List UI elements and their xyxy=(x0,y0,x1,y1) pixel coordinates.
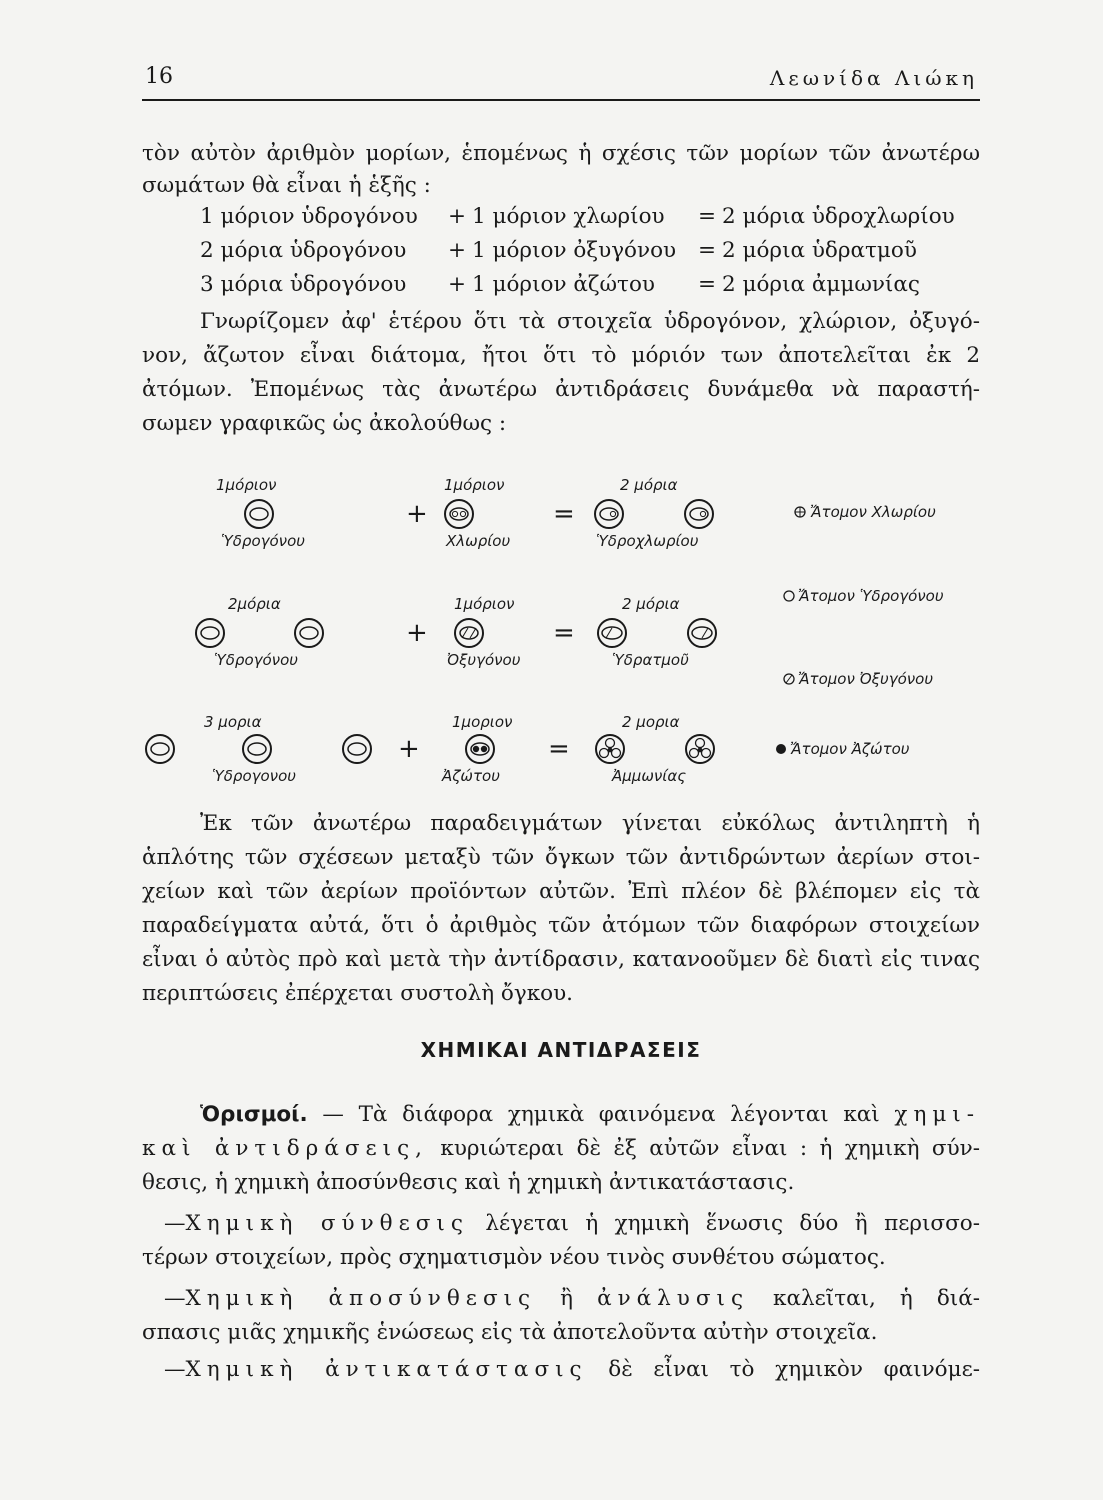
legend-chlorine: Ἄτομον Χλωρίου xyxy=(810,503,936,521)
row2-res-count: 2 μόρια xyxy=(622,595,680,613)
row3-res-name: Ἀμμωνίας xyxy=(612,767,687,785)
row3-h-name: Ὑδρογονου xyxy=(212,767,296,785)
book-page: 16 Λεωνίδα Λιώκη τὸν αὐτὸν ἀριθμὸν μορίων, ἑπομένως ἡ σχέσις τῶν μορίων τῶν ἀνωτέρω σωμάτων θὰ εἶναι ἡ ἑξῆς : 1 μόριον ὑδρογόνου + 1 μόριον χλωρίου = 2 μόρια ὑδροχλωρίου 2 μόρια ὑδρογόνου + 1 μόριον ὀξυγόνου = 2 μόρια ὑδρατμοῦ 3 μόρια ὑδρογόνου + 1 μόριον ἀζώτου = 2 μόρια ἀμμωνίας Γνωρίζομεν ἀφ' ἑτέρου ὅτι τὰ στοιχεῖα ὑδρογόνον, χλώριον, ὀξυγό- νον, ἄζωτον εἶναι διάτομα, ἤτοι ὅτι τὸ μόριόν των ἀποτελεῖται ἐκ 2 ἀτόμων. Ἐπομένως τὰς ἀνωτέρω ἀντιδράσεις δυνάμεθα νὰ παραστή- σωμεν γραφικῶς ὡς ἀκολούθως : 1μόριον Ὑδρογόνου + 1μόριον Χλωρίου = 2 μόρια Ὑδροχλωρίου Ἄτομον Χλωρίου 2μόρια Ὑδρογόνου + 1μόριον Ὀξυγόνου = 2 μόρια Ὑδρατμοῦ Ἄτομον Ὑδρογόνου Ἄτομον Ὀξυγόνου 3 μορια Ὑδρογονου + 1μοριον Ἀζώτου = 2 μορια Ἀμμωνίας Ἄτομον Ἀζώτου Ἐκ τῶν ἀνωτέρω παραδειγμάτων γίνεται εὐκόλως ἀντιληπτὴ ἡ ἁπλότης τῶν σχέσεων μεταξὺ τῶν ὄγκων τῶν ἀντιδρώντων ἀερίων στοι- χείων καὶ τῶν ἀερίων προϊόντων αὐτῶν. Ἐπὶ πλέον δὲ βλέπομεν εἰς τὰ παραδείγματα αὐτά, ὅτι ὁ ἀριθμὸς τῶν ἀτόμων τῶν διαφόρων στοιχείων εἶναι ὁ αὐτὸς πρὸ καὶ μετὰ τὴν ἀντίδρασιν, κατανοοῦμεν δὲ διατὶ εἰς τινας περιπτώσεις ἐπέρχεται συστολὴ ὄγκου. ΧΗΜΙΚΑΙ ΑΝΤΙΔΡΑΣΕΙΣ Ὁρισμοί. — Τὰ διάφορα χημικὰ φαινόμενα λέγονται καὶ χημι- καὶ ἀντιδράσεις, κυριώτεραι δὲ ἐξ αὐτῶν εἶναι : ἡ χημικὴ σύν- θεσις, ἡ χημικὴ ἀποσύνθεσις καὶ ἡ χημικὴ ἀντικατάστασις. —Χημικὴ σύνθεσις λέγεται ἡ χημικὴ ἕνωσις δύο ἢ περισσο- τέρων στοιχείων, πρὸς σχηματισμὸν νέου τινὸς συνθέτου σώματος. —Χημικὴ ἀποσύνθεσις ἢ ἀνάλυσις καλεῖται, ἡ διά- σπασις μιᾶς χημικῆς ἑνώσεως εἰς τὰ ἀποτελοῦντα αὐτὴν στοιχεῖα. —Χημικὴ ἀντικατάστασις δὲ εἶναι τὸ χημικὸν φαινόμε- xyxy=(0,0,1103,1500)
h2-molecule-icon xyxy=(295,619,323,647)
row3-plus: + xyxy=(398,734,420,764)
oxygen-atom-icon xyxy=(784,674,794,684)
h2-molecule-icon xyxy=(243,735,271,763)
row3-res-count: 2 μορια xyxy=(622,713,680,731)
hcl-molecule-icon xyxy=(685,500,713,528)
row3-equals: = xyxy=(548,734,570,764)
o2-molecule-icon xyxy=(455,619,483,647)
para2-line-1: Ἐκ τῶν ἀνωτέρω παραδειγμάτων γίνεται εὐκόλως ἀντιληπτὴ ἡ xyxy=(200,811,980,836)
para2-line-4: παραδείγματα αὐτά, ὅτι ὁ ἀριθμὸς τῶν ἀτόμων τῶν διαφόρων στοιχείων xyxy=(142,913,980,938)
row2-o-count: 1μόριον xyxy=(454,595,515,613)
section-title: ΧΗΜΙΚΑΙ ΑΝΤΙΔΡΑΣΕΙΣ xyxy=(420,1038,702,1062)
row3-n-name: Ἀζώτου xyxy=(442,767,500,785)
row2-plus: + xyxy=(406,618,428,648)
defs-line-1: Ὁρισμοί. — Τὰ διάφορα χημικὰ φαινόμενα λέγονται καὶ χημι- xyxy=(200,1102,980,1127)
para1-line-3: ἀτόμων. Ἐπομένως τὰς ἀνωτέρω ἀντιδράσεις δυνάμεθα νὰ παραστή- xyxy=(142,377,980,402)
h2-molecule-icon xyxy=(245,500,273,528)
defs-line-2: καὶ ἀντιδράσεις, κυριώτεραι δὲ ἐξ αὐτῶν εἶναι : ἡ χημικὴ σύν- xyxy=(142,1136,981,1161)
n2-molecule-icon xyxy=(466,735,494,763)
defs-line-4: —Χημικὴ σύνθεσις λέγεται ἡ χημικὴ ἕνωσις δύο ἢ περισσο- xyxy=(164,1211,980,1236)
running-header-author: Λεωνίδα Λιώκη xyxy=(769,66,978,90)
row1-plus: + xyxy=(406,499,428,529)
h2-molecule-icon xyxy=(146,735,174,763)
row2-h-name: Ὑδρογόνου xyxy=(214,651,298,669)
para1-line-2: νον, ἄζωτον εἶναι διάτομα, ἤτοι ὅτι τὸ μόριόν των ἀποτελεῖται ἐκ 2 xyxy=(142,343,980,368)
h2-molecule-icon xyxy=(196,619,224,647)
nh3-molecule-icon xyxy=(596,735,624,763)
cl2-molecule-icon xyxy=(445,500,473,528)
hcl-molecule-icon xyxy=(595,500,623,528)
defs-line-7: σπασις μιᾶς χημικῆς ἑνώσεως εἰς τὰ ἀποτελοῦντα αὐτὴν στοιχεῖα. xyxy=(142,1320,878,1345)
nitrogen-atom-icon xyxy=(776,744,786,754)
row2-o-name: Ὀξυγόνου xyxy=(447,651,521,669)
row1-cl-count: 1μόριον xyxy=(444,476,505,494)
para2-line-2: ἁπλότης τῶν σχέσεων μεταξὺ τῶν ὄγκων τῶν ἀντιδρώντων ἀερίων στοι- xyxy=(142,845,980,870)
page-number: 16 xyxy=(145,64,173,89)
legend-hydrogen: Ἄτομον Ὑδρογόνου xyxy=(798,587,944,605)
h2-molecule-icon xyxy=(343,735,371,763)
para2-line-6: περιπτώσεις ἐπέρχεται συστολὴ ὄγκου. xyxy=(142,981,573,1006)
chlorine-atom-icon xyxy=(795,507,805,517)
para2-line-5: εἶναι ὁ αὐτὸς πρὸ καὶ μετὰ τὴν ἀντίδρασιν, κατανοοῦμεν δὲ διατὶ εἰς τινας xyxy=(142,947,980,972)
row1-equals: = xyxy=(553,499,575,529)
legend-nitrogen: Ἄτομον Ἀζώτου xyxy=(790,740,910,758)
para2-line-3: χείων καὶ τῶν ἀερίων προϊόντων αὐτῶν. Ἐπὶ πλέον δὲ βλέπομεν εἰς τὰ xyxy=(142,879,980,904)
intro-line-1: τὸν αὐτὸν ἀριθμὸν μορίων, ἑπομένως ἡ σχέσις τῶν μορίων τῶν ἀνωτέρω xyxy=(142,141,980,166)
defs-line-3: θεσις, ἡ χημικὴ ἀποσύνθεσις καὶ ἡ χημικὴ ἀντικατάστασις. xyxy=(142,1170,795,1195)
defs-line-6: —Χημικὴ ἀποσύνθεσις ἢ ἀνάλυσις καλεῖται, ἡ διά- xyxy=(164,1286,980,1311)
row2-res-name: Ὑδρατμοῦ xyxy=(612,651,689,669)
hydrogen-atom-icon xyxy=(784,591,794,601)
row1-h-name: Ὑδρογόνου xyxy=(221,532,305,550)
defs-line-5: τέρων στοιχείων, πρὸς σχηματισμὸν νέου τινὸς συνθέτου σώματος. xyxy=(142,1245,886,1270)
intro-line-2: σωμάτων θὰ εἶναι ἡ ἑξῆς : xyxy=(142,173,431,198)
h2o-molecule-icon xyxy=(598,619,626,647)
row1-res-name: Ὑδροχλωρίου xyxy=(596,532,699,550)
defs-line-8: —Χημικὴ ἀντικατάστασις δὲ εἶναι τὸ χημικὸν φαινόμε- xyxy=(164,1357,980,1382)
row3-h-count: 3 μορια xyxy=(204,713,262,731)
para1-line-1: Γνωρίζομεν ἀφ' ἑτέρου ὅτι τὰ στοιχεῖα ὑδρογόνον, χλώριον, ὀξυγό- xyxy=(200,309,980,334)
legend-oxygen: Ἄτομον Ὀξυγόνου xyxy=(798,670,934,688)
row1-cl-name: Χλωρίου xyxy=(446,532,511,550)
row1-h-count: 1μόριον xyxy=(216,476,277,494)
row1-res-count: 2 μόρια xyxy=(620,476,678,494)
nh3-molecule-icon xyxy=(686,735,714,763)
row2-h-count: 2μόρια xyxy=(228,595,281,613)
row3-n-count: 1μοριον xyxy=(452,713,513,731)
h2o-molecule-icon xyxy=(688,619,716,647)
para1-line-4: σωμεν γραφικῶς ὡς ἀκολούθως : xyxy=(142,411,507,436)
row2-equals: = xyxy=(553,618,575,648)
